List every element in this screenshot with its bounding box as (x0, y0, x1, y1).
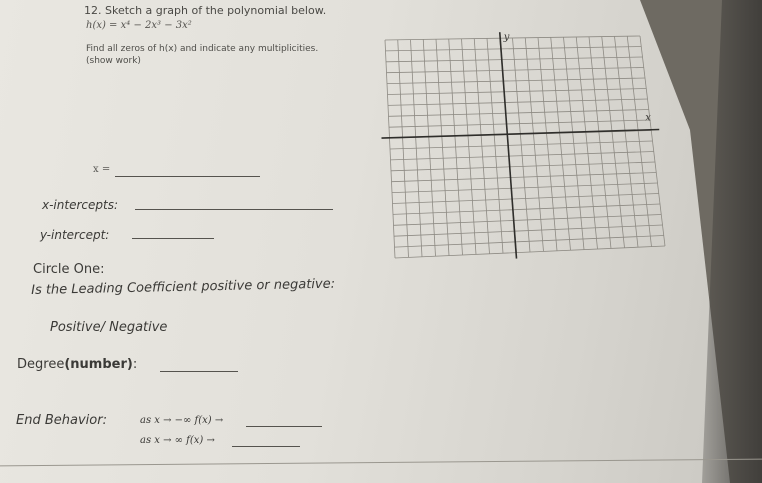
x-equals-label: x = (93, 164, 111, 175)
grid-lines (385, 36, 665, 258)
degree-label-prefix: Degree (17, 357, 65, 372)
x-axis-label: x (645, 112, 651, 124)
polynomial-function: h(x) = x⁴ − 2x³ − 3x² (86, 20, 192, 31)
end-behavior-negative-infinity: as x → −∞ f(x) → (140, 415, 224, 426)
end-behavior-label: End Behavior: (16, 413, 107, 428)
degree-label-suffix: : (132, 357, 138, 372)
y-intercept-label: y-intercept: (40, 228, 110, 242)
y-axis-label: y (503, 32, 510, 44)
find-zeros-instruction: Find all zeros of h(x) and indicate any multiplicities. (86, 44, 319, 54)
degree-label-bold: (number) (64, 357, 133, 372)
circle-one-label: Circle One: (33, 262, 105, 277)
positive-negative-options[interactable]: Positive/ Negative (50, 320, 168, 335)
show-work-note: (show work) (86, 56, 141, 66)
end-behavior-positive-infinity: as x → ∞ f(x) → (140, 435, 215, 446)
x-intercepts-label: x-intercepts: (42, 198, 118, 212)
leading-coefficient-question: Is the Leading Coefficient positive or negative: (31, 276, 336, 298)
question-title: 12. Sketch a graph of the polynomial below. (84, 4, 327, 17)
